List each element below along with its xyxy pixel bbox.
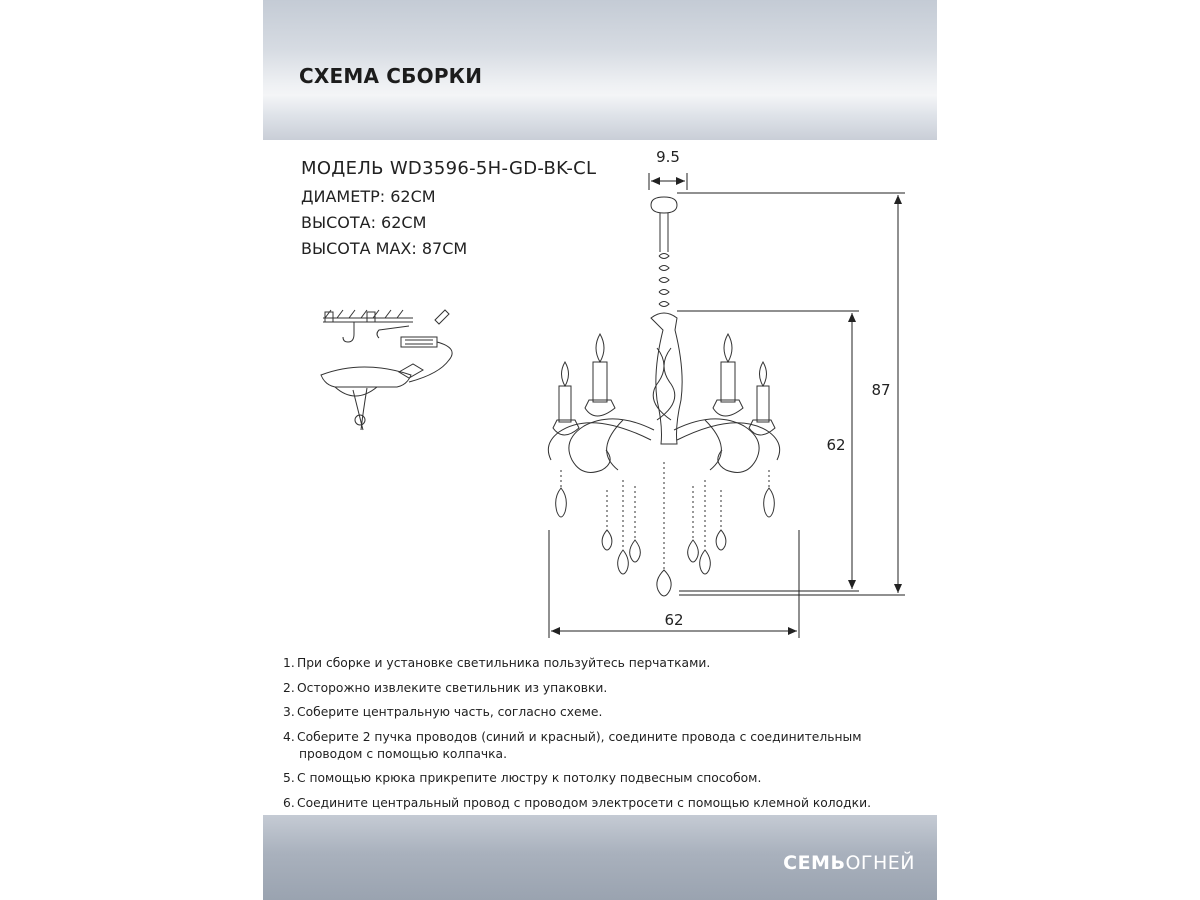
instruction-item	[283, 770, 933, 787]
wire-right	[409, 342, 452, 382]
arm-right-inner	[674, 419, 759, 473]
crystals-left	[556, 470, 641, 574]
instruction-text-continued: проводом с помощью колпачка.	[299, 746, 507, 761]
canopy-bowl-inner	[335, 387, 377, 396]
instruction-text: Соберите 2 пучка проводов (синий и красный), соедините провода с соединительным	[297, 729, 862, 744]
assembly-sheet	[263, 0, 937, 900]
installation-sketch	[321, 310, 452, 430]
instruction-text: При сборке и установке светильника пользуйтесь перчатками.	[297, 656, 711, 670]
column-ornament	[653, 348, 675, 420]
instruction-number: 2.	[283, 680, 295, 695]
instruction-number: 1.	[283, 656, 295, 670]
chandelier-drawing	[548, 197, 779, 596]
instruction-number: 3.	[283, 705, 295, 719]
instructions-list	[283, 655, 933, 819]
central-column	[651, 313, 682, 444]
instruction-item	[283, 729, 933, 763]
page-title: СХЕМА СБОРКИ	[299, 64, 483, 88]
instruction-item	[283, 655, 933, 672]
terminal-block	[401, 337, 437, 347]
brand-logo-light: ОГНЕЙ	[845, 852, 915, 874]
crystals-right	[688, 470, 775, 574]
rod	[660, 213, 668, 252]
instruction-number: 5.	[283, 771, 295, 785]
instruction-text: Осторожно извлеките светильник из упаковки.	[297, 680, 608, 695]
terminal-detail	[405, 340, 433, 344]
instruction-text: Соберите центральную часть, согласно схеме.	[297, 705, 603, 719]
dim-width-label: 62	[664, 611, 684, 629]
candle-right-front	[713, 334, 743, 416]
dim-top-label: 9.5	[656, 148, 680, 166]
center-pendant	[657, 570, 671, 596]
screwdriver-icon	[435, 310, 449, 324]
instruction-item	[283, 680, 933, 697]
dim-height-max-label: 87	[871, 381, 891, 399]
instruction-item	[283, 795, 933, 812]
model-name: МОДЕЛЬ WD3596-5H-GD-BK-CL	[301, 158, 597, 179]
ceiling-hatch	[325, 310, 403, 318]
arm-right-outer	[677, 423, 780, 460]
dimension-lines	[549, 173, 905, 638]
instruction-text: Соедините центральный провод с проводом электросети с помощью клемной колодки.	[297, 795, 872, 810]
instruction-item	[283, 704, 933, 721]
instruction-number: 4.	[283, 729, 295, 744]
footer-band	[263, 815, 937, 900]
instruction-number: 6.	[283, 795, 295, 810]
spec-height-max: ВЫСОТА MAX: 87СМ	[301, 239, 468, 258]
arm-left-inner	[569, 419, 654, 473]
brand-logo-bold: СЕМЬ	[783, 852, 846, 874]
spec-diameter: ДИАМЕТР: 62СМ	[301, 187, 436, 206]
spec-height: ВЫСОТА: 62СМ	[301, 213, 427, 232]
candle-left-back	[553, 362, 579, 435]
candle-left-front	[585, 334, 615, 416]
instruction-text: С помощью крюка прикрепите люстру к потолку подвесным способом.	[297, 771, 762, 785]
wire-top	[377, 326, 409, 338]
ceiling-canopy	[651, 197, 677, 213]
chain	[659, 254, 669, 307]
brand-logo	[783, 852, 915, 874]
canopy-bowl	[321, 367, 411, 387]
arm-left-outer	[548, 423, 651, 460]
dim-height-label: 62	[826, 436, 846, 454]
candle-right-back	[749, 362, 775, 435]
hook-icon	[343, 322, 354, 342]
